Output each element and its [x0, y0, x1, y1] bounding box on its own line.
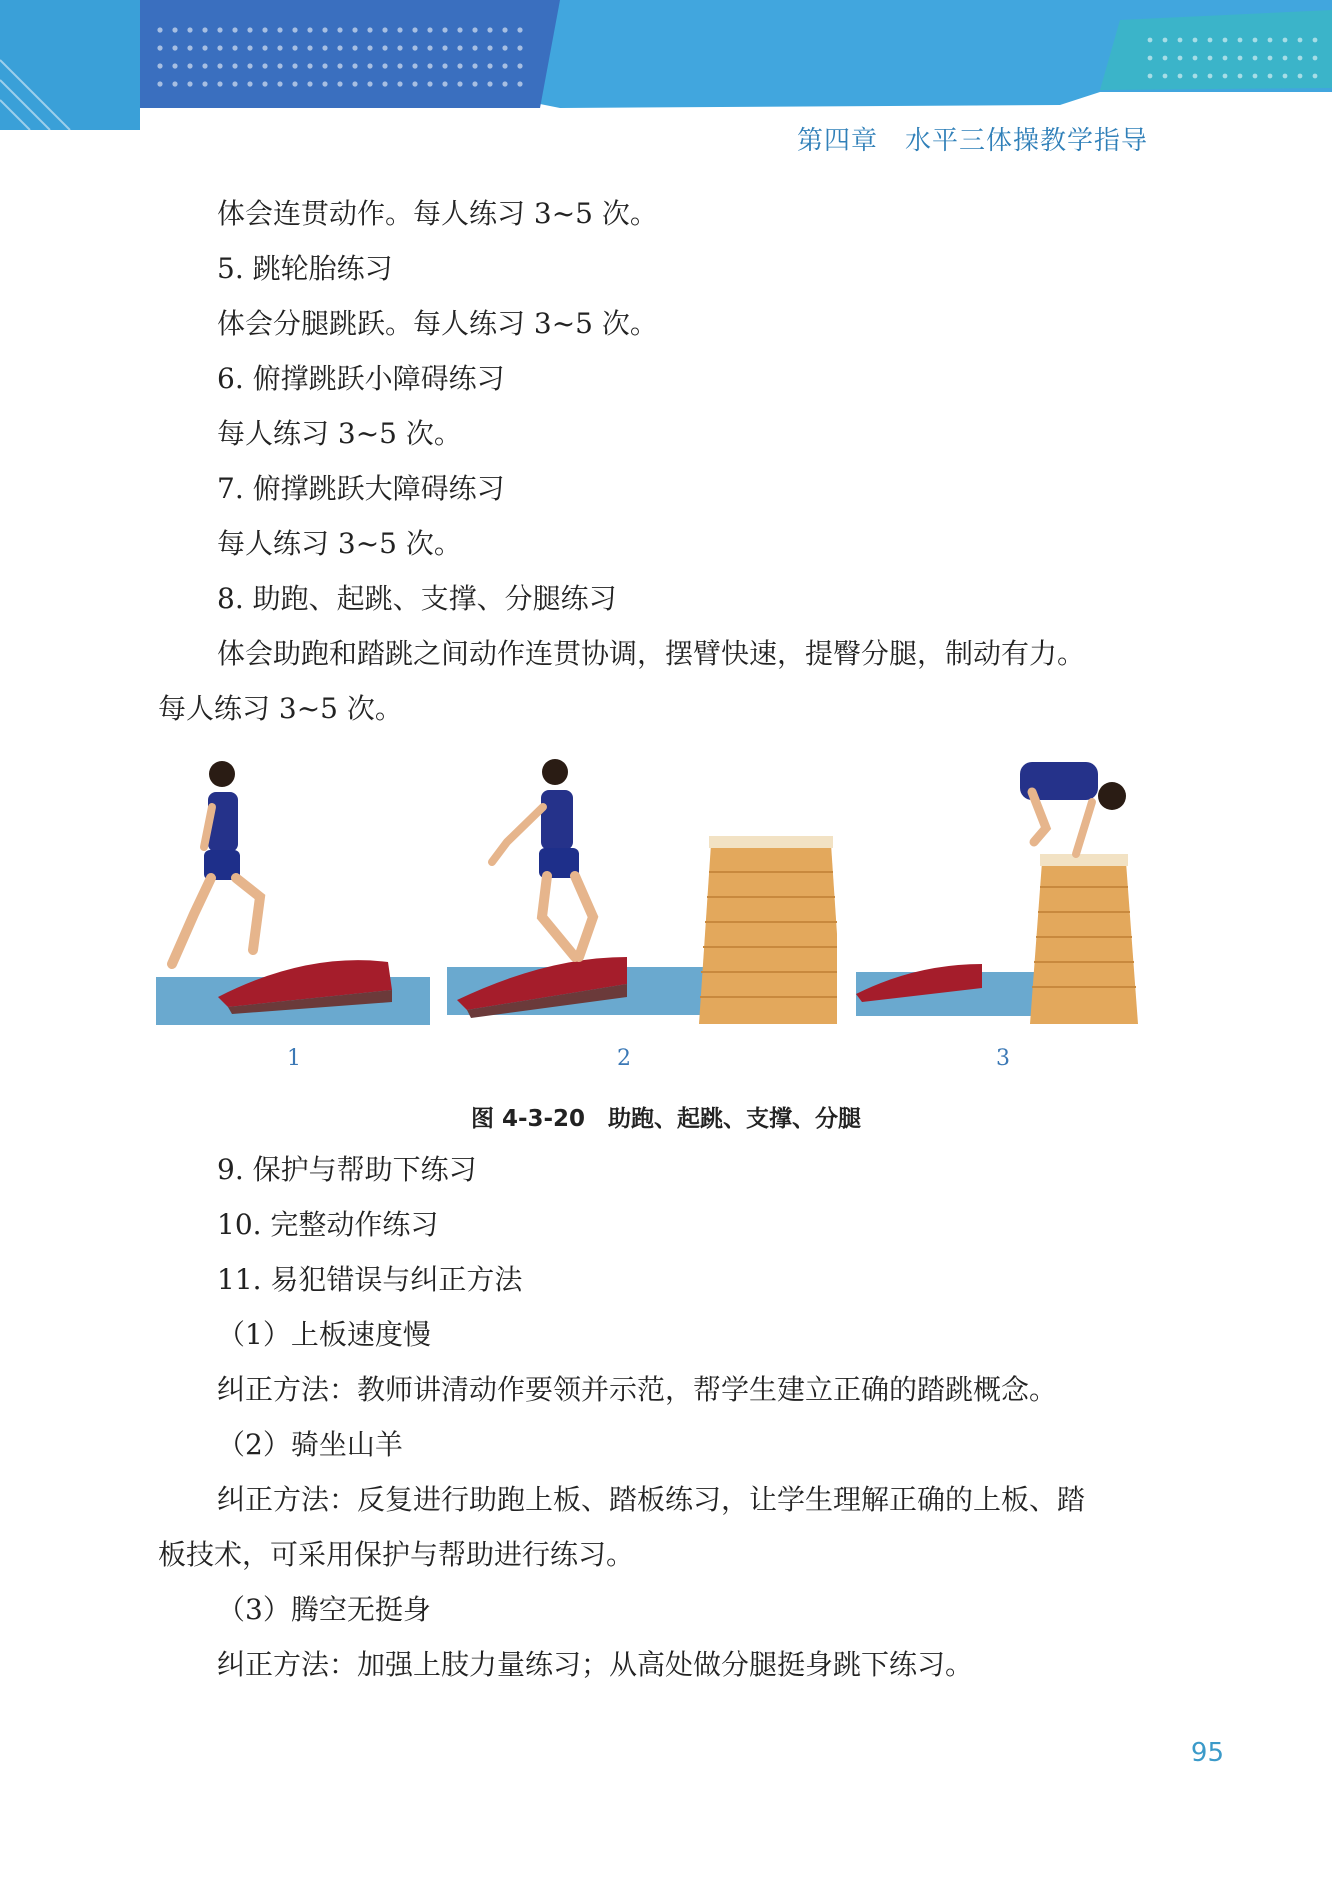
chapter-heading [797, 120, 1148, 157]
paragraph-line: 体会连贯动作。每人练习 3~5 次。 [217, 197, 658, 230]
item-heading: 5. 跳轮胎练习 [217, 252, 393, 285]
sub-heading: （1）上板速度慢 [217, 1318, 431, 1351]
figure-label-2: 2 [617, 1046, 631, 1071]
sub-heading: （2）骑坐山羊 [217, 1428, 403, 1461]
paragraph-line: 体会分腿跳跃。每人练习 3~5 次。 [217, 307, 658, 340]
paragraph-line: 每人练习 3~5 次。 [217, 527, 462, 560]
item-heading: 10. 完整动作练习 [217, 1208, 439, 1241]
photo-support-straddle [856, 752, 1148, 1032]
sub-heading: （3）腾空无挺身 [217, 1593, 431, 1626]
paragraph-line: 每人练习 3~5 次。 [158, 692, 403, 725]
figure-photos [156, 752, 1148, 1032]
chapter-number: 第四章 [796, 126, 878, 156]
photo-run-up [156, 752, 430, 1032]
chapter-title: 水平三体操教学指导 [904, 126, 1148, 156]
item-heading: 6. 俯撑跳跃小障碍练习 [217, 362, 505, 395]
item-heading: 8. 助跑、起跳、支撑、分腿练习 [217, 582, 617, 615]
paragraph-line: 纠正方法：教师讲清动作要领并示范，帮学生建立正确的踏跳概念。 [217, 1373, 1058, 1406]
figure-label-1: 1 [287, 1046, 301, 1071]
paragraph-line: 纠正方法：反复进行助跑上板、踏板练习，让学生理解正确的上板、踏 [217, 1483, 1086, 1516]
paragraph-line: 板技术，可采用保护与帮助进行练习。 [158, 1538, 635, 1571]
figure-label-3: 3 [996, 1046, 1010, 1071]
paragraph-line: 每人练习 3~5 次。 [217, 417, 462, 450]
paragraph-line: 体会助跑和踏跳之间动作连贯协调，摆臂快速，提臀分腿，制动有力。 [217, 637, 1086, 670]
item-heading: 7. 俯撑跳跃大障碍练习 [217, 472, 505, 505]
item-heading: 9. 保护与帮助下练习 [217, 1153, 477, 1186]
photo-take-off [447, 752, 837, 1032]
item-heading: 11. 易犯错误与纠正方法 [217, 1263, 523, 1296]
header-banner [0, 0, 1332, 135]
page-number: 95 [1190, 1738, 1224, 1768]
figure-caption: 图 4-3-20 助跑、起跳、支撑、分腿 [470, 1106, 862, 1132]
paragraph-line: 纠正方法：加强上肢力量练习；从高处做分腿挺身跳下练习。 [217, 1648, 974, 1681]
